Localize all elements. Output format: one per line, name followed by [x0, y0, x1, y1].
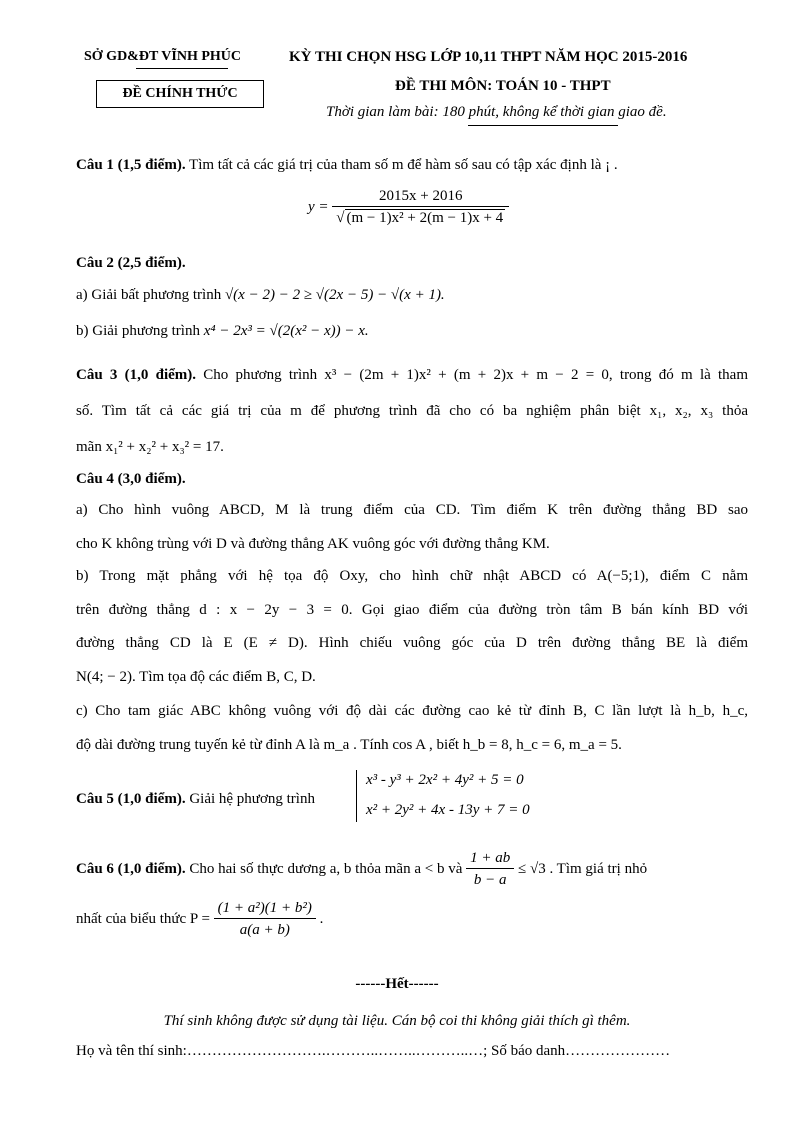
footer-note: Thí sinh không được sử dụng tài liệu. Cán bộ coi thi không giải thích gì thêm. [163, 1013, 631, 1029]
q4-title: Câu 4 (3,0 điểm). [76, 471, 186, 487]
q4a-line-1: a) Cho hình vuông ABCD, M là trung điểm của CD. Tìm điểm K trên đường thẳng BD sao [76, 502, 748, 518]
q6-condition-fraction [466, 848, 514, 891]
q5-title: Câu 5 (1,0 điểm). [76, 791, 186, 807]
q6-p-numerator: (1 + a²)(1 + b²) [214, 898, 316, 919]
q3-line-1 [76, 365, 748, 385]
q1-formula [308, 186, 509, 229]
q2b-math: x⁴ − 2x³ = √(2(x² − x)) − x. [203, 323, 369, 339]
candidate-line: Họ và tên thí sinh:……………………….………..……..………..…; Số báo danh………………… [76, 1043, 671, 1059]
q6-condition-denominator: b − a [473, 872, 507, 888]
q4b-line-1: b) Trong mặt phẳng với hệ tọa độ Oxy, cho hình chữ nhật ABCD có A(−5;1), điểm C nằm [76, 568, 748, 584]
q3-line-2: số. Tìm tất cả các giá trị của m để phương trình đã cho có ba nghiệm phân biệt x₁, x₂, x₃ thỏa [76, 403, 748, 419]
q6-title: Câu 6 (1,0 điểm). [76, 861, 186, 877]
q6-line-2 [76, 898, 323, 941]
q4c-line-1: c) Cho tam giác ABC không vuông với độ dài các đường cao kẻ từ đỉnh B, C lần lượt là h_b, h_c, [76, 703, 748, 719]
q6-condition-numerator: 1 + ab [466, 848, 514, 869]
q2a-math: √(x − 2) − 2 ≥ √(2x − 5) − √(x + 1). [224, 287, 445, 303]
q4b-line-3: đường thẳng CD là E (E ≠ D). Hình chiếu vuông góc của D trên đường thẳng BE là điểm [76, 635, 748, 651]
q6-text-1: Cho hai số thực dương a, b thỏa mãn a < b và [185, 861, 463, 877]
q1-text: Tìm tất cả các giá trị của tham số m để hàm số sau có tập xác định là ¡ . [185, 157, 618, 173]
q4a-line-2: cho K không trùng với D và đường thẳng AK vuông góc với đường thẳng KM. [76, 536, 550, 552]
q2a-line [76, 285, 748, 305]
q6-p-denominator: a(a + b) [239, 922, 290, 938]
q1-denominator: √ (m − 1)x² + 2(m − 1)x + 4 [336, 210, 504, 226]
q4b-line-2: trên đường thẳng d : x − 2y − 3 = 0. Gọi giao điểm của đường tròn tâm B bán kính BD với [76, 602, 748, 618]
q1-denominator-radicand: (m − 1)x² + 2(m − 1)x + 4 [346, 210, 504, 226]
q6-p-end: . [319, 911, 324, 927]
exam-subject: ĐỀ THI MÔN: TOÁN 10 - THPT [395, 78, 611, 94]
q6-text-2: nhất của biểu thức P = [76, 911, 210, 927]
q3-line-3: mãn x₁² + x₂² + x₃² = 17. [76, 439, 224, 455]
time-note: Thời gian làm bài: 180 phút, không kể thời gian giao đề. [326, 104, 667, 120]
q2-title: Câu 2 (2,5 điểm). [76, 255, 186, 271]
q2b-prefix: b) Giải phương trình [76, 323, 204, 339]
q5-equation-1: x³ - y³ + 2x² + 4y² + 5 = 0 [366, 772, 524, 788]
q1-numerator: 2015x + 2016 [332, 186, 509, 207]
q5-equation-2: x² + 2y² + 4x - 13y + 7 = 0 [366, 802, 530, 818]
q4c-line-2: độ dài đường trung tuyến kẻ từ đỉnh A là m_a . Tính cos A , biết h_b = 8, h_c = 6, m_a = 5. [76, 737, 622, 753]
department-name: SỞ GD&ĐT VĨNH PHÚC [84, 49, 242, 64]
department-underline [136, 68, 228, 69]
official-box: ĐỀ CHÍNH THỨC [96, 80, 264, 108]
q2a-prefix: a) Giải bất phương trình [76, 287, 225, 303]
q1-title: Câu 1 (1,5 điểm). [76, 157, 186, 173]
exam-title: KỲ THI CHỌN HSG LỚP 10,11 THPT NĂM HỌC 2015-2016 [289, 49, 688, 65]
q5-system-brace [356, 770, 361, 822]
q1-formula-lhs: y = [308, 199, 329, 215]
q6-condition-rhs: ≤ √3 . Tìm giá trị nhỏ [517, 861, 648, 877]
q4b-line-4: N(4; − 2). Tìm tọa độ các điểm B, C, D. [76, 669, 316, 685]
q1-fraction [332, 186, 509, 229]
q2b-line [76, 321, 748, 341]
q5-text: Giải hệ phương trình [185, 791, 315, 807]
q1-line [76, 155, 748, 175]
q6-line-1 [76, 848, 647, 891]
end-mark: ------Hết------ [355, 976, 439, 992]
q3-title: Câu 3 (1,0 điểm). [76, 367, 197, 383]
q6-p-fraction [214, 898, 316, 941]
q3-text-1: Cho phương trình x³ − (2m + 1)x² + (m + 2)x + m − 2 = 0, trong đó m là tham [196, 367, 748, 383]
time-underline [468, 125, 618, 126]
